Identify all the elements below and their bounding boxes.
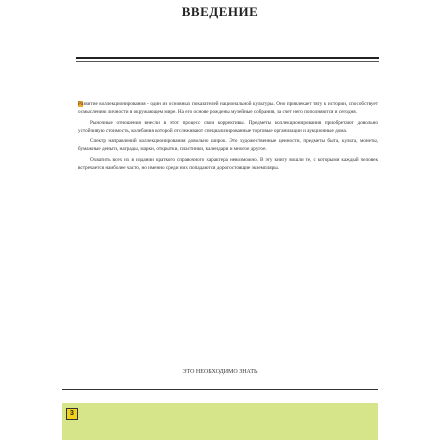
body-text [78, 100, 378, 174]
paragraph-text: Охватить всех их в издании краткого справочного характера невозможно. В эту книгу вошли те, с которыми каждый человек встречается наиболее часто, но именно среди них попадаются дорогостоящие экземпляры. [78, 156, 378, 172]
title-rule-thin [76, 61, 379, 62]
title-rule [76, 57, 379, 59]
paragraph-text: Рыночные отношения внесли в этот процесс свои коррективы. Предметы коллекционирования приобретают довольно устойчивую стоимость, колебания которой отслеживают специализированные торговые организации и аукционные дома. [78, 119, 378, 134]
text-highlight: Ра [78, 101, 84, 107]
paragraph-2 [78, 119, 378, 136]
paragraph-4 [78, 156, 378, 173]
paragraph-3 [78, 137, 378, 154]
paragraph-text: звитие коллекционирования - один из основных показателей национальной культуры. Оно привлекает тягу к истории, способствует осмыслению личности в окружающем мире. На его основе рождены музейные собрания, за счет него пополняются и сегодня. [78, 101, 378, 116]
paragraph-text: Спектр направлений коллекционирования довольно широк. Это художественные ценности, предметы быта, культа, монеты, бумажные деньги, награды, марки, открытки, пластинки, календари и многое другое. [78, 138, 378, 153]
page-title: ВВЕДЕНИЕ [181, 4, 259, 19]
footer-rule [62, 389, 378, 390]
footer-heading: ЭТО НЕОБХОДИМО ЗНАТЬ [182, 369, 258, 375]
footer-band [62, 403, 378, 440]
paragraph-1 [78, 100, 378, 117]
page-number: 3 [66, 408, 78, 420]
